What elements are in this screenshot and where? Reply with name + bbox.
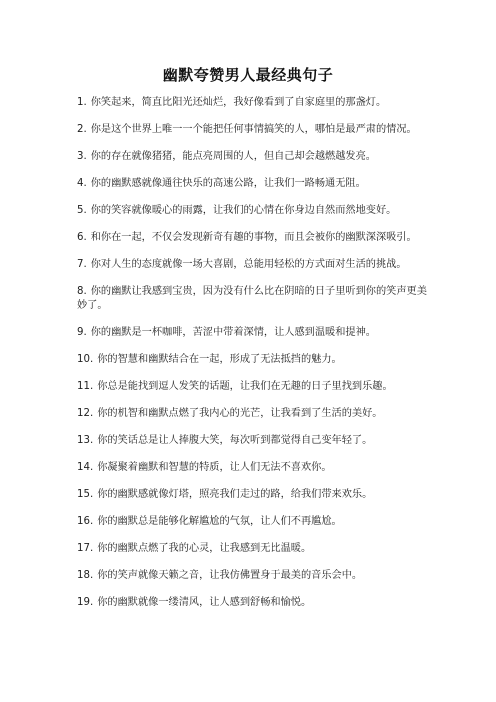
item-text: 你的幽默感就像灯塔，照亮我们走过的路，给我们带来欢乐。 (97, 489, 373, 500)
item-number: 5. (77, 205, 87, 216)
item-number: 19. (77, 597, 94, 608)
item-text: 你凝聚着幽默和智慧的特质，让人们无法不喜欢你。 (97, 462, 332, 473)
list-item (77, 488, 427, 502)
item-number: 7. (77, 259, 87, 270)
item-text: 你是这个世界上唯一一个能把任何事情搞笑的人，哪怕是最严肃的情况。 (90, 124, 417, 135)
list-item (77, 380, 427, 394)
list-item (77, 231, 427, 245)
list-item (77, 123, 427, 137)
item-text: 你的智慧和幽默结合在一起，形成了无法抵挡的魅力。 (97, 354, 342, 365)
list-item (77, 353, 427, 367)
item-number: 12. (77, 408, 94, 419)
item-text: 你的幽默就像一缕清风，让人感到舒畅和愉悦。 (97, 597, 312, 608)
item-number: 6. (77, 232, 87, 243)
item-number: 1. (77, 97, 87, 108)
item-text: 你的幽默感就像通往快乐的高速公路，让我们一路畅通无阻。 (90, 178, 366, 189)
list-item (77, 150, 427, 164)
list-item (77, 569, 427, 583)
item-text: 你笑起来，简直比阳光还灿烂，我好像看到了自家庭里的那盏灯。 (90, 97, 387, 108)
list-item (77, 96, 427, 110)
item-number: 10. (77, 354, 94, 365)
list-item (77, 515, 427, 529)
item-number: 2. (77, 124, 87, 135)
item-text: 你的笑容就像暖心的雨露，让我们的心情在你身边自然而然地变好。 (90, 205, 397, 216)
item-number: 16. (77, 516, 94, 527)
item-text: 你的存在就像猪猪，能点亮周围的人，但自己却会越燃越发亮。 (90, 151, 376, 162)
item-number: 18. (77, 570, 94, 581)
sentence-list (77, 96, 427, 623)
item-number: 15. (77, 489, 94, 500)
item-text: 你的笑话总是让人捧腹大笑，每次听到都觉得自己变年轻了。 (97, 435, 373, 446)
item-text: 你的幽默总是能够化解尴尬的气氛，让人们不再尴尬。 (97, 516, 342, 527)
list-item (77, 596, 427, 610)
list-item (77, 461, 427, 475)
item-number: 8. (77, 286, 87, 297)
item-text: 你的幽默让我感到宝贵，因为没有什么比在阴暗的日子里听到你的笑声更美妙了。 (77, 286, 427, 311)
item-number: 11. (77, 381, 94, 392)
list-item (77, 326, 427, 340)
list-item (77, 258, 427, 272)
item-number: 3. (77, 151, 87, 162)
item-number: 14. (77, 462, 94, 473)
item-number: 9. (77, 327, 87, 338)
item-text: 你对人生的态度就像一场大喜剧，总能用轻松的方式面对生活的挑战。 (90, 259, 407, 270)
item-text: 你的笑声就像天籁之音，让我仿佛置身于最美的音乐会中。 (97, 570, 363, 581)
list-item (77, 407, 427, 421)
item-text: 你的机智和幽默点燃了我内心的光芒，让我看到了生活的美好。 (97, 408, 383, 419)
item-number: 4. (77, 178, 87, 189)
item-text: 你的幽默是一杯咖啡，苦涩中带着深情，让人感到温暖和提神。 (90, 327, 376, 338)
list-item (77, 434, 427, 448)
list-item (77, 204, 427, 218)
list-item (77, 285, 427, 313)
list-item (77, 542, 427, 556)
item-text: 你的幽默点燃了我的心灵，让我感到无比温暖。 (97, 543, 312, 554)
document-title: 幽默夸赞男人最经典句子 (162, 66, 334, 84)
item-number: 17. (77, 543, 94, 554)
item-text: 你总是能找到逗人发笑的话题，让我们在无趣的日子里找到乐趣。 (97, 381, 393, 392)
item-number: 13. (77, 435, 94, 446)
item-text: 和你在一起，不仅会发现新奇有趣的事物，而且会被你的幽默深深吸引。 (90, 232, 417, 243)
list-item (77, 177, 427, 191)
